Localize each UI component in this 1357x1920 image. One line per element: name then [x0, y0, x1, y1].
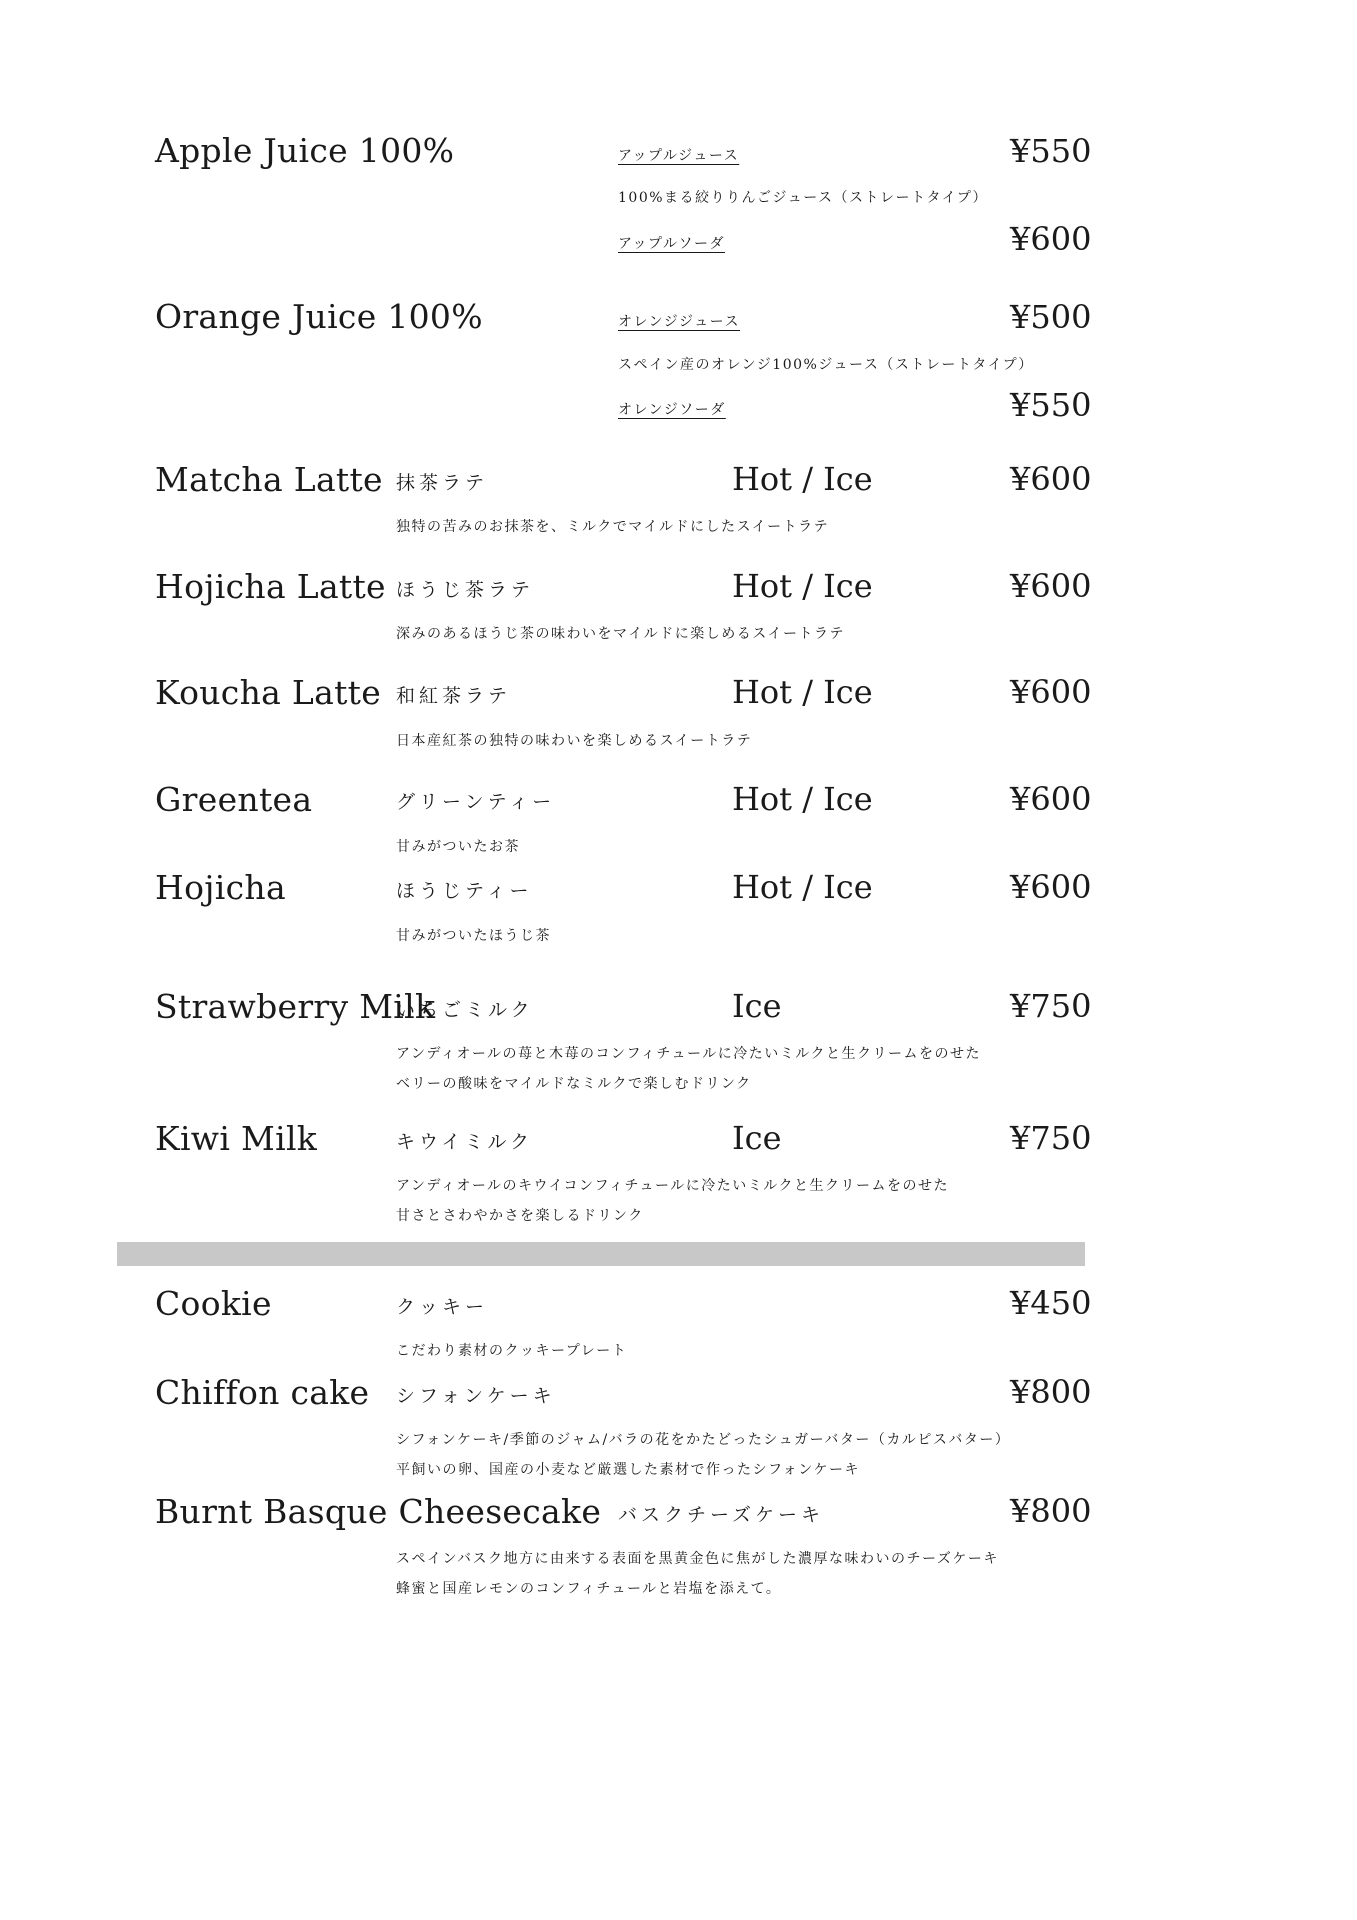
- variant-label: アップルジュース: [618, 148, 740, 164]
- item-description: 甘さとさわやかさを楽しるドリンク: [396, 1208, 644, 1224]
- item-name-ja: いちごミルク: [396, 999, 534, 1021]
- item-name-ja: バスクチーズケーキ: [618, 1504, 825, 1526]
- temperature-options: Ice: [732, 987, 782, 1025]
- item-name-ja: ほうじ茶ラテ: [396, 579, 535, 601]
- variant-price: ¥600: [1010, 220, 1092, 258]
- variant-price: ¥500: [1010, 298, 1092, 336]
- item-name-ja: キウイミルク: [396, 1131, 534, 1153]
- item-description: スペインバスク地方に由来する表面を黒黄金色に焦がした濃厚な味わいのチーズケーキ: [396, 1551, 999, 1567]
- item-description: アンディオールのキウイコンフィチュールに冷たいミルクと生クリームをのせた: [396, 1178, 949, 1194]
- item-description: 深みのあるほうじ茶の味わいをマイルドに楽しめるスイートラテ: [396, 626, 845, 642]
- item-price: ¥600: [1010, 673, 1092, 711]
- item-description: アンディオールの苺と木苺のコンフィチュールに冷たいミルクと生クリームをのせた: [396, 1046, 981, 1062]
- item-name-ja: ほうじティー: [396, 880, 533, 902]
- item-name: Kiwi Milk: [155, 1119, 318, 1158]
- item-name: Apple Juice 100%: [155, 131, 455, 170]
- temperature-options: Hot / Ice: [732, 567, 873, 605]
- item-name: Hojicha Latte: [155, 567, 386, 606]
- item-name: Chiffon cake: [155, 1373, 370, 1412]
- item-description: 蜂蜜と国産レモンのコンフィチュールと岩塩を添えて。: [396, 1581, 782, 1597]
- item-name: Koucha Latte: [155, 673, 382, 712]
- section-divider: [117, 1242, 1085, 1266]
- item-description: 甘みがついたほうじ茶: [396, 928, 551, 944]
- item-name: Greentea: [155, 780, 313, 819]
- item-name-ja: シフォンケーキ: [396, 1385, 556, 1407]
- variant-label: オレンジソーダ: [618, 402, 726, 418]
- item-name-ja: グリーンティー: [396, 791, 556, 813]
- item-price: ¥750: [1010, 1119, 1092, 1157]
- variant-price: ¥550: [1010, 132, 1092, 170]
- item-name: Strawberry Milk: [155, 987, 436, 1026]
- temperature-options: Hot / Ice: [732, 460, 873, 498]
- item-name-ja: 抹茶ラテ: [396, 472, 489, 494]
- variant-label: オレンジジュース: [618, 314, 740, 330]
- temperature-options: Hot / Ice: [732, 868, 873, 906]
- item-name-ja: クッキー: [396, 1296, 489, 1318]
- item-price: ¥600: [1010, 868, 1092, 906]
- item-name: Hojicha: [155, 868, 286, 907]
- variant-label: アップルソーダ: [618, 236, 725, 252]
- item-description: 平飼いの卵、国産の小麦など厳選した素材で作ったシフォンケーキ: [396, 1462, 861, 1478]
- item-description: 100%まる絞りりんごジュース（ストレートタイプ）: [618, 190, 988, 206]
- item-description: 独特の苦みのお抹茶を、ミルクでマイルドにしたスイートラテ: [396, 519, 830, 535]
- item-name: Burnt Basque Cheesecake: [155, 1492, 602, 1531]
- item-price: ¥600: [1010, 567, 1092, 605]
- item-price: ¥450: [1010, 1284, 1092, 1322]
- item-price: ¥750: [1010, 987, 1092, 1025]
- item-price: ¥600: [1010, 780, 1092, 818]
- variant-price: ¥550: [1010, 386, 1092, 424]
- item-price: ¥800: [1010, 1492, 1092, 1530]
- item-name: Orange Juice 100%: [155, 297, 483, 336]
- temperature-options: Hot / Ice: [732, 673, 873, 711]
- item-price: ¥600: [1010, 460, 1092, 498]
- temperature-options: Ice: [732, 1119, 782, 1157]
- item-description: こだわり素材のクッキープレート: [396, 1343, 628, 1359]
- item-name: Matcha Latte: [155, 460, 383, 499]
- item-description: シフォンケーキ/季節のジャム/バラの花をかたどったシュガーバター（カルピスバター）: [396, 1432, 1011, 1448]
- item-description: 日本産紅茶の独特の味わいを楽しめるスイートラテ: [396, 733, 753, 749]
- item-description: ベリーの酸味をマイルドなミルクで楽しむドリンク: [396, 1076, 752, 1092]
- item-name: Cookie: [155, 1284, 272, 1323]
- item-price: ¥800: [1010, 1373, 1092, 1411]
- item-description: スペイン産のオレンジ100%ジュース（ストレートタイプ）: [618, 357, 1034, 373]
- temperature-options: Hot / Ice: [732, 780, 873, 818]
- item-name-ja: 和紅茶ラテ: [396, 685, 512, 707]
- item-description: 甘みがついたお茶: [396, 839, 520, 855]
